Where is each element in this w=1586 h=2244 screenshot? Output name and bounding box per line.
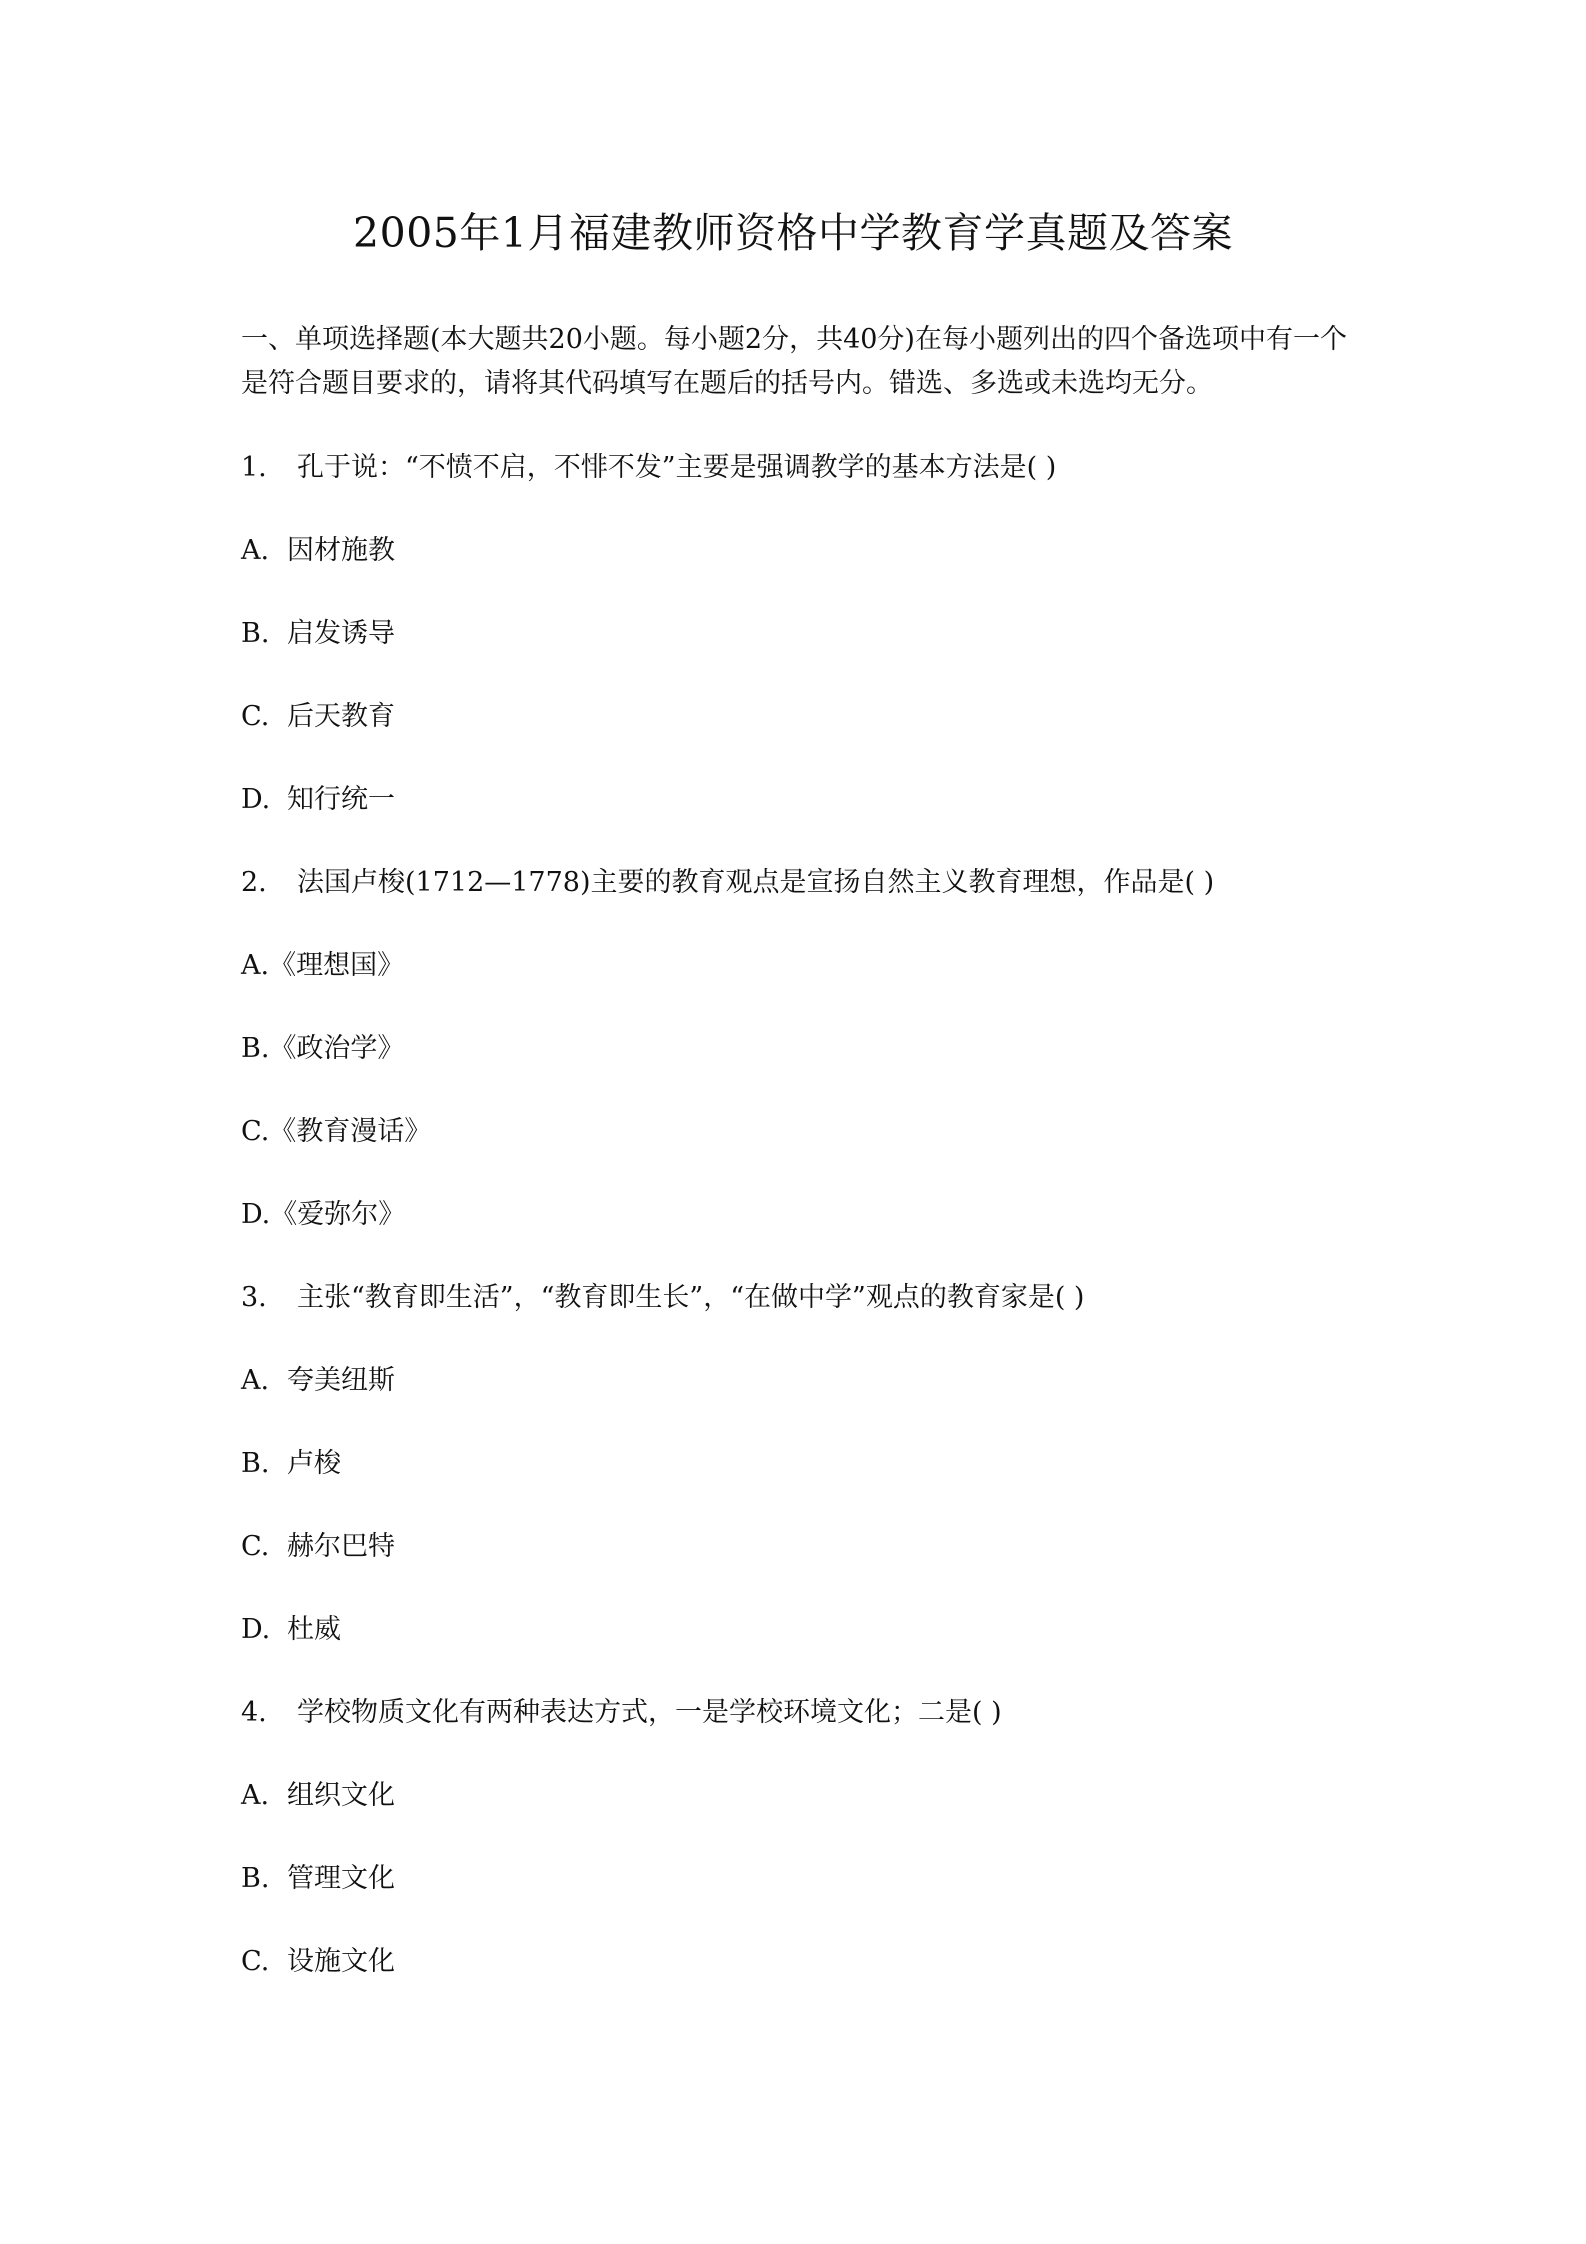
question-2 [241,863,1214,903]
option-2c [241,1112,431,1152]
option-text: 杜威 [287,1614,341,1645]
option-text: 管理文化 [287,1863,395,1894]
option-letter: B. [241,1033,270,1064]
question-number: 2. [241,867,267,898]
question-number: 1. [241,452,267,483]
option-letter: C. [241,1531,270,1562]
option-4b [241,1859,395,1899]
option-1b [241,614,395,654]
option-text: 启发诱导 [287,618,395,649]
option-text: 设施文化 [287,1946,395,1977]
option-letter: D. [241,784,271,815]
option-text: 夸美纽斯 [287,1365,395,1396]
option-letter: A. [241,1780,270,1811]
option-3c [241,1527,395,1567]
section-instructions: 一、单项选择题(本大题共20小题。每小题2分，共40分)在每小题列出的四个备选项中有一个是符合题目要求的，请将其代码填写在题后的括号内。错选、多选或未选均无分。 [241,324,1347,399]
question-1 [241,448,1056,488]
option-2d [241,1195,405,1235]
option-text: 组织文化 [287,1780,395,1811]
document-title: 2005年1月福建教师资格中学教育学真题及答案 [353,209,1233,257]
option-letter: B. [241,1448,270,1479]
question-number: 4. [241,1697,267,1728]
option-letter: C. [241,701,270,732]
option-3d [241,1610,341,1650]
option-1d [241,780,395,820]
option-text: 因材施教 [287,535,395,566]
question-text: 法国卢梭(1712—1778)主要的教育观点是宣扬自然主义教育理想，作品是( ) [297,867,1215,898]
option-letter: B. [241,1863,270,1894]
option-2b [241,1029,404,1069]
option-letter: C. [241,1116,270,1147]
question-number: 3. [241,1282,267,1313]
option-letter: A. [241,535,270,566]
option-1c [241,697,395,737]
question-4 [241,1693,1002,1733]
option-letter: C. [241,1946,270,1977]
option-4c [241,1942,395,1982]
option-text: 《理想国》 [269,950,405,981]
option-1a [241,531,395,571]
option-text: 《教育漫话》 [269,1116,432,1147]
question-text: 学校物质文化有两种表达方式，一是学校环境文化；二是( ) [297,1697,1002,1728]
option-text: 后天教育 [287,701,395,732]
option-text: 赫尔巴特 [287,1531,395,1562]
option-text: 《爱弥尔》 [270,1199,406,1230]
question-text: 孔于说：“不愤不启，不悱不发”主要是强调教学的基本方法是( ) [297,452,1057,483]
option-letter: D. [241,1614,271,1645]
option-letter: D. [241,1199,271,1230]
option-text: 《政治学》 [269,1033,405,1064]
option-letter: A. [241,1365,270,1396]
option-3b [241,1444,341,1484]
option-text: 知行统一 [287,784,395,815]
option-text: 卢梭 [287,1448,341,1479]
option-letter: A. [241,950,270,981]
question-text: 主张“教育即生活”，“教育即生长”，“在做中学”观点的教育家是( ) [297,1282,1085,1313]
question-3 [241,1278,1084,1318]
option-letter: B. [241,618,270,649]
option-3a [241,1361,395,1401]
option-2a [241,946,404,986]
option-4a [241,1776,395,1816]
